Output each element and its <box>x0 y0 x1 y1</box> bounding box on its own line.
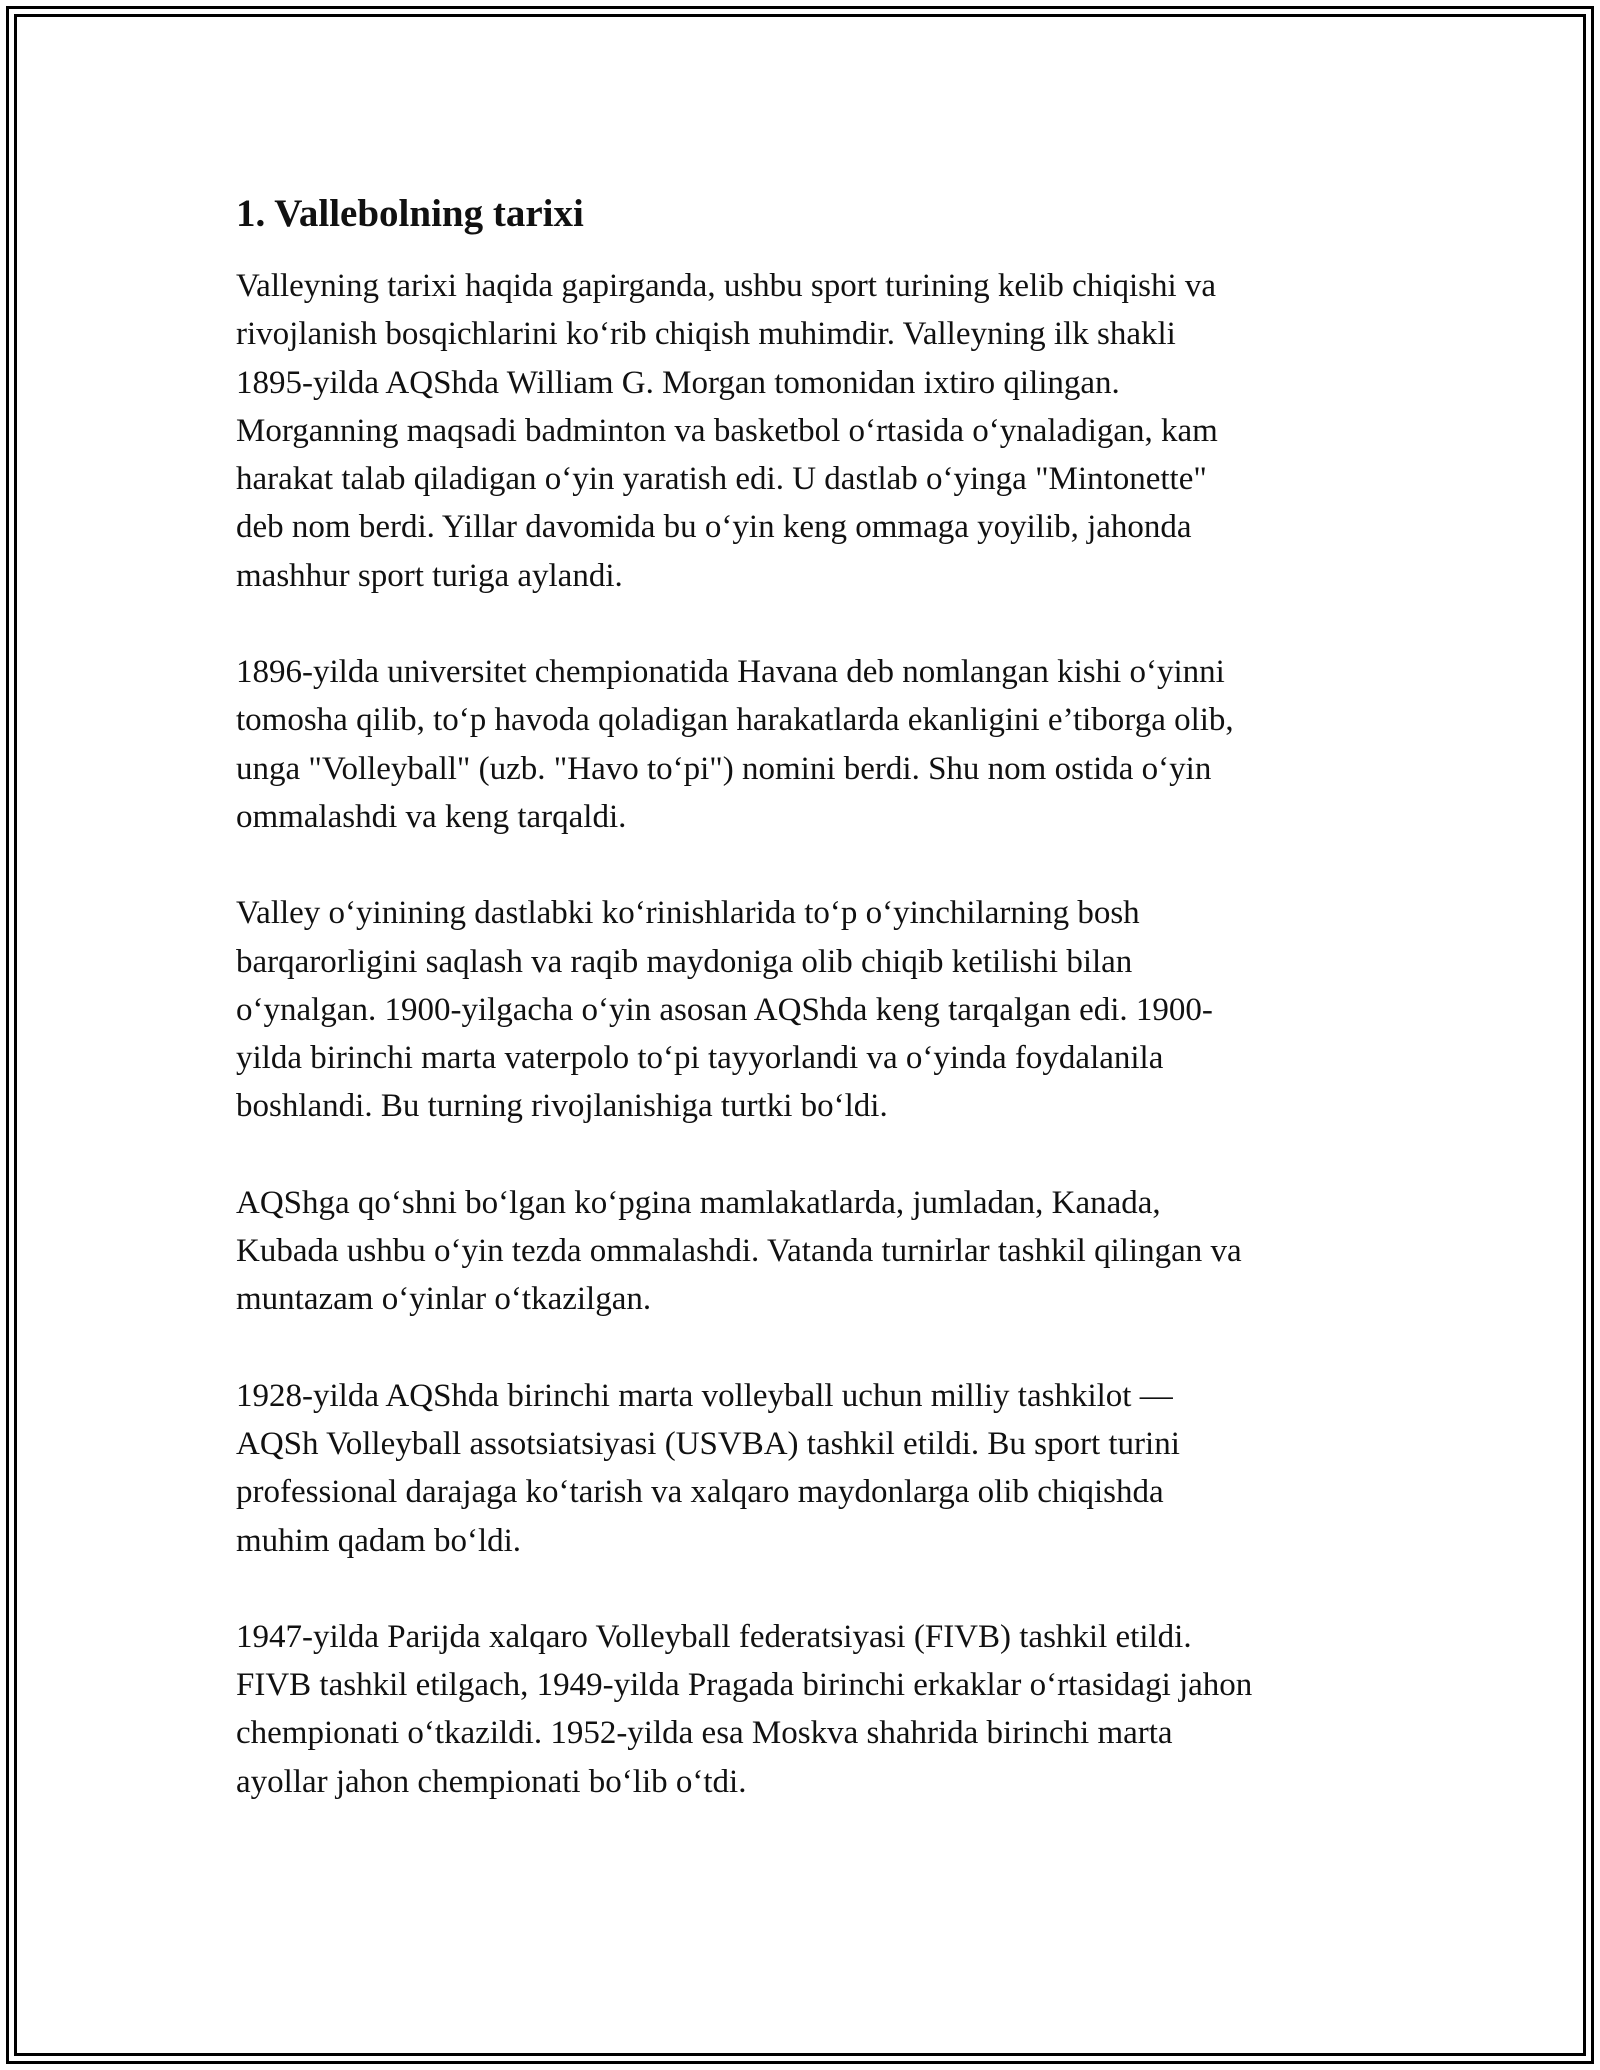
paragraph-6: 1947-yilda Parijda xalqaro Volleyball federatsiyasi (FIVB) tashkil etildi. FIVB tashkil etilgach, 1949-yilda Pragada birinchi erkaklar oʻrtasidagi jahon chempionati oʻtkazildi. 1952-yilda esa Moskva shahrida birinchi marta ayollar jahon chempionati boʻlib oʻtdi. <box>236 1618 1253 1800</box>
paragraph-2: 1896-yilda universitet chempionatida Havana deb nomlangan kishi oʻyinni tomosha qilib, toʻp havoda qoladigan harakatlarda ekanligini e’tiborga olib, unga "Volleyball" (uzb. "Havo toʻpi") nomini berdi. Shu nom ostida oʻyin ommalashdi va keng tarqaldi. <box>236 654 1234 835</box>
document-body <box>236 186 1366 1854</box>
paragraph-5: 1928-yilda AQShda birinchi marta volleyball uchun milliy tashkilot — AQSh Volleyball assotsiatsiyasi (USVBA) tashkil etildi. Bu sport turini professional darajaga koʻtarish va xalqaro maydonlarga olib chiqishda muhim qadam boʻldi. <box>236 1377 1180 1559</box>
paragraph-3: Valley oʻyinining dastlabki koʻrinishlarida toʻp oʻyinchilarning bosh barqarorligini saqlash va raqib maydoniga olib chiqib ketilishi bilan oʻynalgan. 1900-yilgacha oʻyin asosan AQShda keng tarqalgan edi. 1900- yilda birinchi marta vaterpolo toʻpi tayyorlandi va oʻyinda foydalanila boshlandi. Bu turning rivojlanishiga turtki boʻldi. <box>236 895 1213 1125</box>
paragraph-1: Valleyning tarixi haqida gapirganda, ushbu sport turining kelib chiqishi va rivojlanish bosqichlarini koʻrib chiqish muhimdir. Valleyning ilk shakli 1895-yilda AQShda William G. Morgan tomonidan ixtiro qilingan. Morganning maqsadi badminton va basketbol oʻrtasida oʻynaladigan, kam harakat talab qiladigan oʻyin yaratish edi. U dastlab oʻyinga "Mintonette" deb nom berdi. Yillar davomida bu oʻyin keng ommaga yoyilib, jahonda mashhur sport turiga aylandi. <box>236 268 1218 594</box>
paragraph-4: AQShga qoʻshni boʻlgan koʻpgina mamlakatlarda, jumladan, Kanada, Kubada ushbu oʻyin tezda ommalashdi. Vatanda turnirlar tashkil qilingan va muntazam oʻyinlar oʻtkazilgan. <box>236 1184 1242 1318</box>
section-heading: 1. Vallebolning tarixi <box>236 192 584 235</box>
